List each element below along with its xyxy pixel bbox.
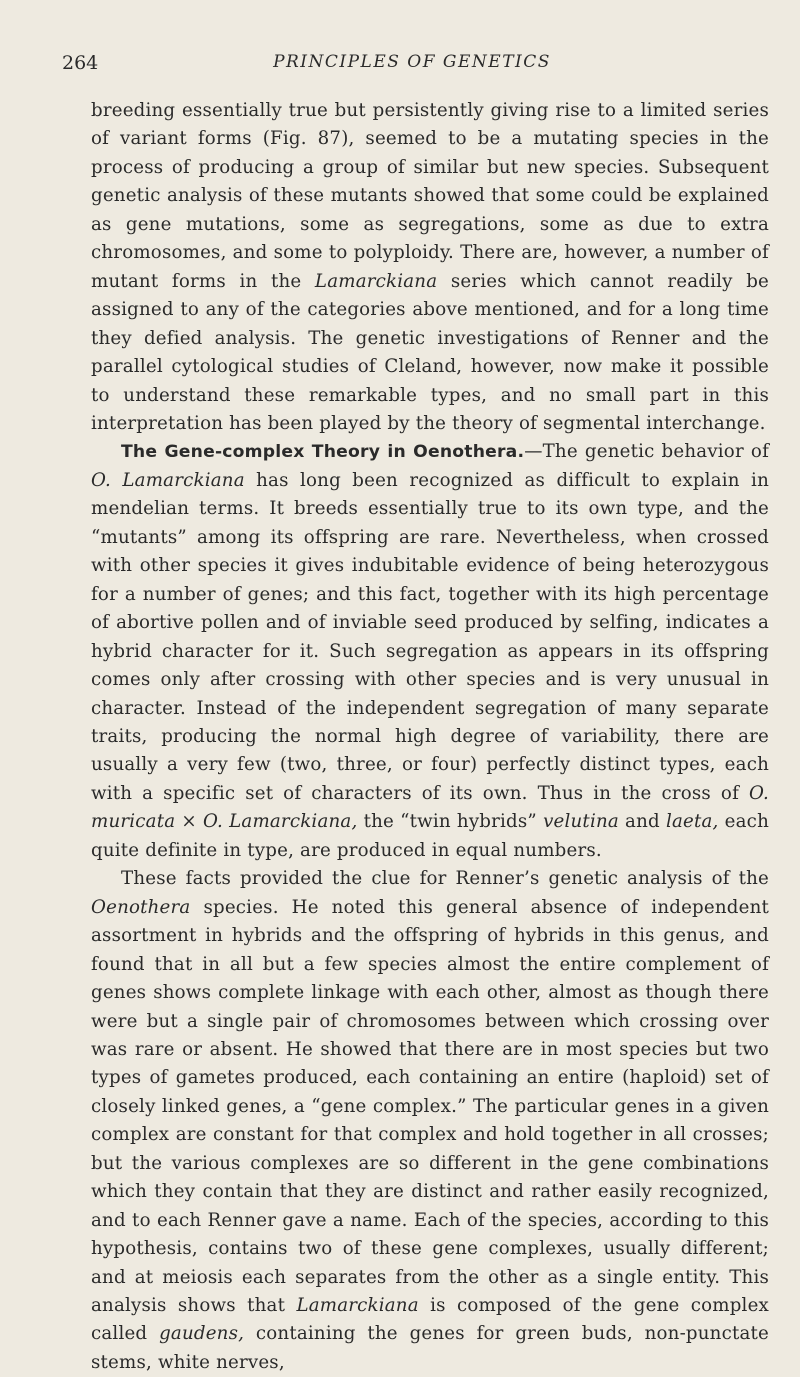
page-header <box>62 52 762 82</box>
paragraph-1: breeding essentially true but persistently giving rise to a limited series of variant forms (Fig. 87), seemed to be a mutating species in the process of producing a group of similar but new species. Subsequent genetic analysis of these mutants showed that some could be explained as gene mutations, some as segregations, some as due to extra chromosomes, and some to polyploidy. There are, however, a number of mutant forms in the Lamarckiana series which cannot readily be assigned to any of the categories above mentioned, and for a long time they defied analysis. The genetic investigations of Renner and the parallel cytological studies of Cleland, however, now make it possible to understand these remarkable types, and no small part in this interpretation has been played by the theory of segmental interchange. <box>91 100 770 434</box>
paragraph-2: The Gene-complex Theory in Oenothera.—The genetic behavior of O. Lamarckiana has long been recognized as difficult to explain in mendelian terms. It breeds essentially true to its own type, and the “mutants” among its offspring are rare. Nevertheless, when crossed with other species it gives indubitable evidence of being heterozygous for a number of genes; and this fact, together with its high percentage of abortive pollen and of inviable seed produced by selfing, indicates a hybrid character for it. Such segregation as appears in its offspring comes only after crossing with other species and is very unusual in character. Instead of the independent segregation of many separate traits, producing the normal high degree of variability, there are usually a very few (two, three, or four) perfectly distinct types, each with a specific set of characters of its own. Thus in the cross of O. muricata × O. Lamarckiana, the “twin hybrids” velutina and laeta, each quite definite in type, are produced in equal numbers. <box>91 441 770 861</box>
body-text <box>91 97 769 1377</box>
section-heading: The Gene-complex Theory in Oenothera. <box>121 442 525 463</box>
paragraph-3: These facts provided the clue for Renner’s genetic analysis of the Oenothera species. He noted this general absence of independent assortment in hybrids and the offspring of hybrids in this genus, and found that in all but a few species almost the entire complement of genes shows complete linkage with each other, almost as though there were but a single pair of chromosomes between which crossing over was rare or absent. He showed that there are in most species but two types of gametes produced, each containing an entire (haploid) set of closely linked genes, a “gene complex.” The particular genes in a given complex are constant for that complex and hold together in all crosses; but the various complexes are so different in the gene combinations which they contain that they are distinct and rather easily recognized, and to each Renner gave a name. Each of the species, according to this hypothesis, contains two of these gene complexes, usually different; and at meiosis each separates from the other as a single entity. This analysis shows that Lamarckiana is composed of the gene complex called gaudens, containing the genes for green buds, non-punctate stems, white nerves, <box>91 868 769 1373</box>
page-number: 264 <box>62 52 99 74</box>
running-title: PRINCIPLES OF GENETICS <box>273 52 551 72</box>
